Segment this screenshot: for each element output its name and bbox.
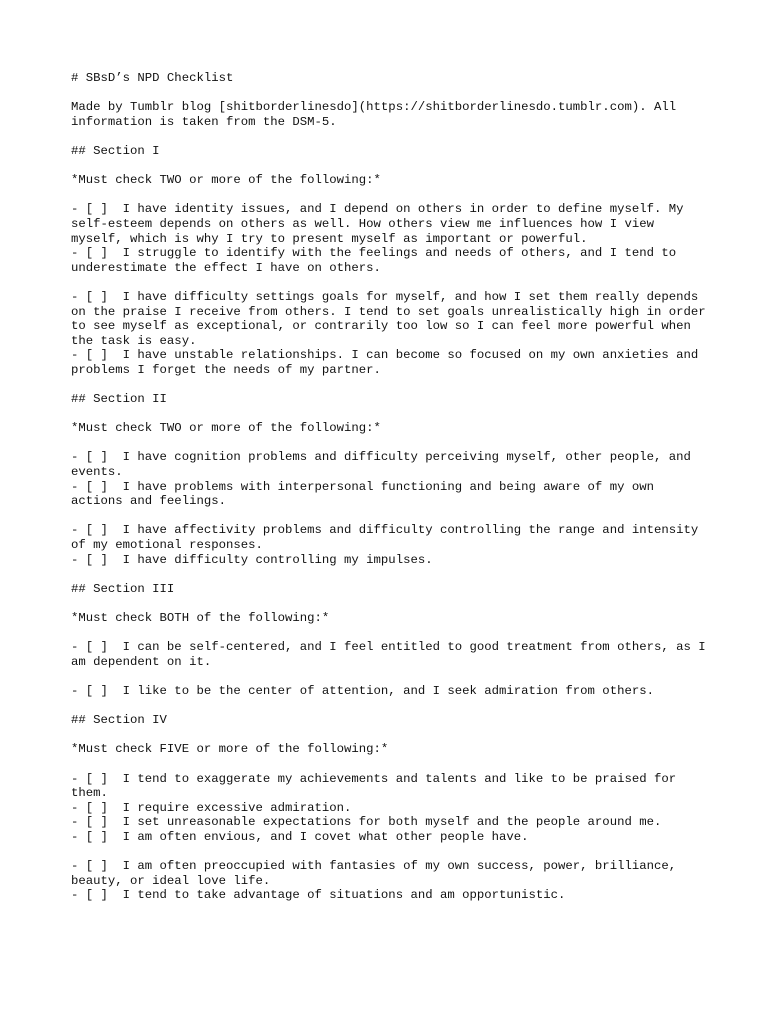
section-heading: ## Section III [71, 581, 175, 596]
checklist-item[interactable]: - [ ] I like to be the center of attention, and I seek admiration from others. [71, 683, 654, 698]
intro-paragraph: Made by Tumblr blog [shitborderlinesdo](https://shitborderlinesdo.tumblr.com). All information is taken from the DSM-5. [71, 100, 684, 129]
checklist-item[interactable]: - [ ] I am often preoccupied with fantasies of my own success, power, brilliance, beauty, or ideal love life. [71, 859, 684, 888]
section-instruction: *Must check TWO or more of the following:* [71, 421, 381, 436]
checklist-item[interactable]: - [ ] I am often envious, and I covet what other people have. [71, 829, 529, 844]
spacer [71, 699, 711, 714]
spacer [71, 844, 711, 859]
spacer [71, 757, 711, 772]
spacer [71, 377, 711, 392]
spacer [71, 626, 711, 641]
section-1 [71, 143, 714, 392]
document-page [71, 71, 714, 903]
spacer [71, 86, 711, 101]
section-instruction: *Must check BOTH of the following:* [71, 610, 330, 625]
checklist-item[interactable]: - [ ] I can be self-centered, and I feel entitled to good treatment from others, as I am dependent on it. [71, 640, 714, 669]
section-3 [71, 581, 714, 713]
spacer [71, 509, 711, 524]
checklist-item[interactable]: - [ ] I tend to exaggerate my achievements and talents and like to be praised for them. [71, 771, 684, 801]
checklist-item[interactable]: - [ ] I have difficulty controlling my impulses. [71, 552, 433, 567]
spacer [71, 436, 711, 451]
section-instruction: *Must check FIVE or more of the following:* [71, 742, 389, 757]
spacer [71, 669, 711, 684]
checklist-item[interactable]: - [ ] I have difficulty settings goals for myself, and how I set them really depends on the praise I receive from others. I tend to set goals unrealistically high in order to see myself as exceptional, or contrarily too low so I can feel more powerful when the task is easy. [71, 289, 714, 348]
section-heading: ## Section II [71, 392, 167, 407]
checklist-item[interactable]: - [ ] I tend to take advantage of situations and am opportunistic. [71, 888, 566, 903]
checklist-item[interactable]: - [ ] I have cognition problems and difficulty perceiving myself, other people, and events. [71, 450, 699, 480]
checklist-item[interactable]: - [ ] I require excessive admiration. [71, 800, 352, 815]
checklist-item[interactable]: - [ ] I have unstable relationships. I can become so focused on my own anxieties and problems I forget the needs of my partner. [71, 348, 706, 377]
spacer [71, 188, 711, 203]
section-heading: ## Section I [71, 143, 160, 158]
checklist-item[interactable]: - [ ] I have problems with interpersonal functioning and being aware of my own actions and feelings. [71, 479, 662, 509]
spacer [71, 129, 711, 144]
checklist-item[interactable]: - [ ] I have affectivity problems and difficulty controlling the range and intensity of my emotional responses. [71, 523, 706, 552]
section-2 [71, 392, 711, 582]
spacer [71, 728, 711, 743]
section-4 [71, 713, 711, 903]
checklist-item[interactable]: - [ ] I struggle to identify with the feelings and needs of others, and I tend to underestimate the effect I have on others. [71, 246, 684, 275]
spacer [71, 159, 711, 174]
checklist-item[interactable]: - [ ] I set unreasonable expectations for both myself and the people around me. [71, 815, 662, 830]
section-heading: ## Section IV [71, 713, 167, 728]
spacer [71, 275, 711, 290]
spacer [71, 596, 711, 611]
spacer [71, 567, 711, 582]
section-instruction: *Must check TWO or more of the following:* [71, 173, 381, 188]
checklist-item[interactable]: - [ ] I have identity issues, and I depend on others in order to define myself. My self-esteem depends on others as well. How others view me influences how I view myself, which is why I try to present myself as important or powerful. [71, 202, 691, 246]
spacer [71, 407, 711, 422]
document-title: # SBsD’s NPD Checklist [71, 71, 234, 85]
